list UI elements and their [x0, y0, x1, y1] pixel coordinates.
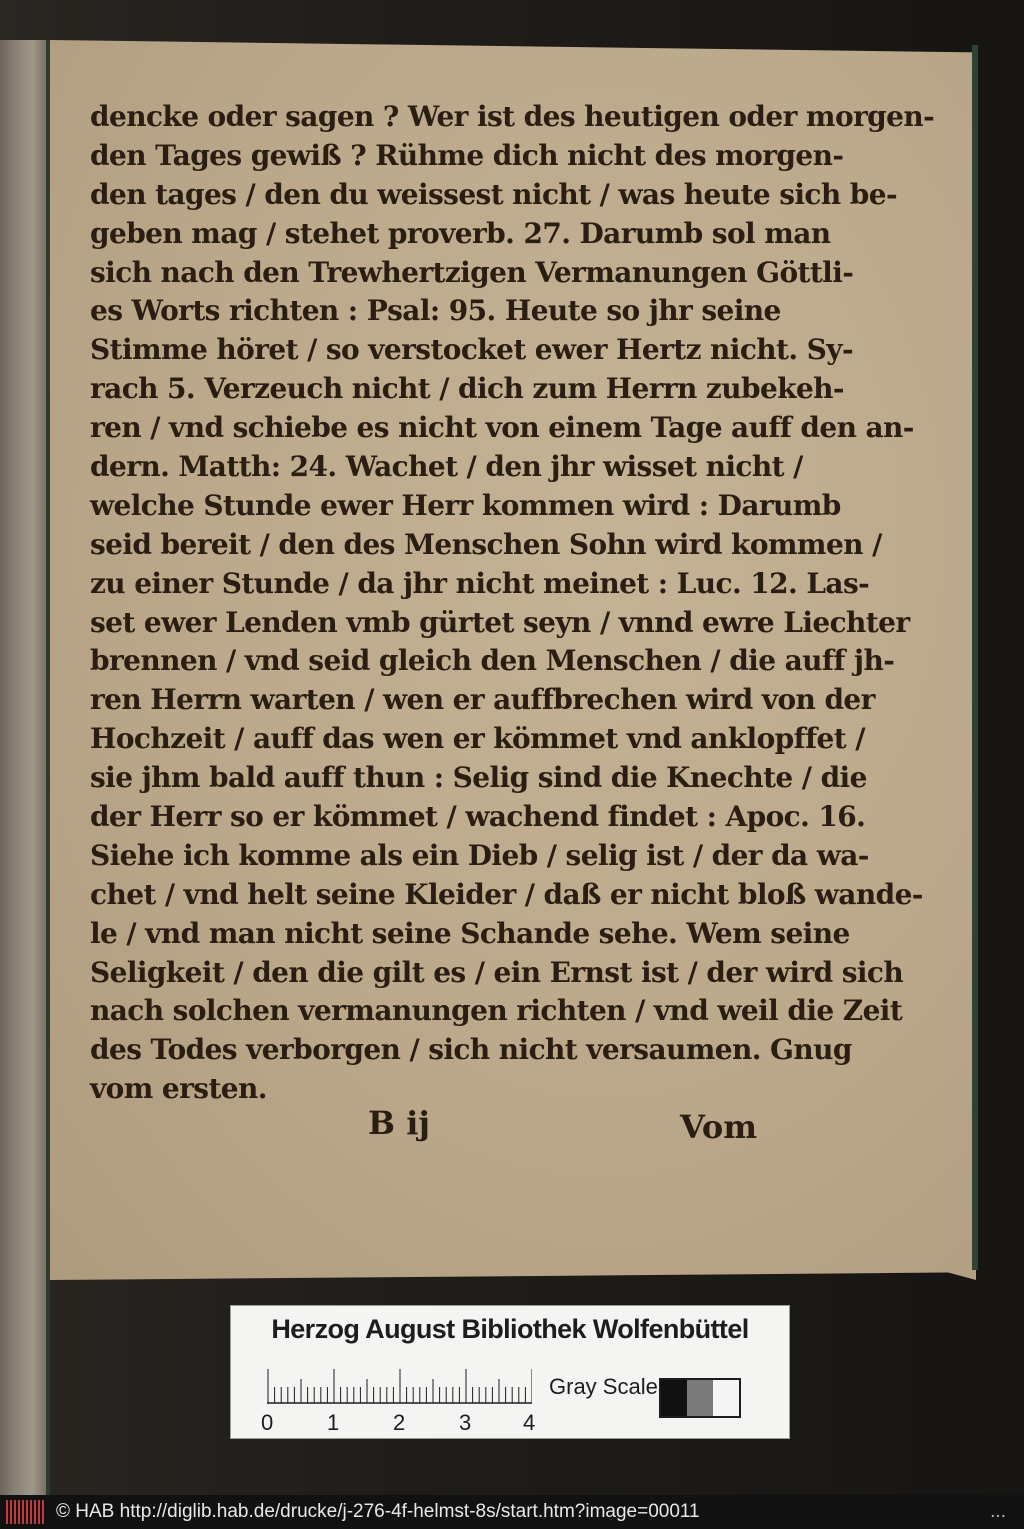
text-line: brennen / vnd seid gleich den Menschen / die auff jh- [90, 644, 895, 678]
text-line: sich nach den Trewhertzigen Vermanungen Göttli- [90, 255, 854, 289]
ruler-number: 2 [393, 1410, 406, 1435]
text-line: ren Herrn warten / wen er auffbrechen wird von der [90, 683, 875, 717]
catchword: Vom [680, 1108, 758, 1146]
footer-bar [0, 1495, 1024, 1529]
grayscale-bar [659, 1378, 741, 1418]
grayscale-patch [661, 1380, 687, 1416]
text-line: den Tages gewiß ? Rühme dich nicht des morgen- [90, 138, 844, 172]
text-line: le / vnd man nicht seine Schande sehe. Wem seine [90, 916, 850, 950]
ruler-scale [267, 1368, 532, 1404]
color-scale-card [230, 1305, 790, 1439]
text-line: vom ersten. [90, 1072, 267, 1106]
grayscale-label: Gray Scale [549, 1374, 658, 1399]
ruler-number: 3 [459, 1410, 472, 1435]
text-line: Hochzeit / auff das wen er kömmet vnd anklopffet / [90, 722, 865, 756]
text-line: zu einer Stunde / da jhr nicht meinet : Luc. 12. Las- [90, 566, 870, 600]
text-line: set ewer Lenden vmb gürtet seyn / vnnd ewre Liechter [90, 605, 910, 639]
text-line: der Herr so er kömmet / wachend findet : Apoc. 16. [90, 800, 866, 834]
page-edge [972, 45, 978, 1270]
text-line: des Todes verborgen / sich nicht versaumen. Gnug [90, 1033, 852, 1067]
previous-page-edge [0, 40, 48, 1495]
text-line: Seligkeit / den die gilt es / ein Ernst ist / der wird sich [90, 955, 904, 989]
text-line: dencke oder sagen ? Wer ist des heutigen oder morgen- [90, 100, 935, 133]
card-title: Herzog August Bibliothek Wolfenbüttel [271, 1314, 749, 1344]
copyright-link[interactable]: © HAB http://diglib.hab.de/drucke/j-276-4f-helmst-8s/start.htm?image=00011 [56, 1501, 700, 1522]
more-icon[interactable]: ... [990, 1501, 1006, 1522]
signature-mark: B ij [368, 1104, 430, 1142]
binding-strip [46, 40, 50, 1495]
text-line: nach solchen vermanungen richten / vnd weil die Zeit [90, 994, 903, 1028]
ruler-number: 1 [327, 1410, 340, 1435]
ruler-number: 4 [523, 1410, 536, 1435]
text-line: geben mag / stehet proverb. 27. Darumb sol man [90, 216, 831, 250]
text-line: Stimme höret / so verstocket ewer Hertz nicht. Sy- [90, 333, 853, 367]
text-line: sie jhm bald auff thun : Selig sind die Knechte / die [90, 761, 867, 795]
text-line: den tages / den du weissest nicht / was heute sich be- [90, 177, 897, 211]
text-line: es Worts richten : Psal: 95. Heute so jhr seine [90, 294, 781, 328]
grayscale-patch [713, 1380, 739, 1416]
page-text [90, 98, 935, 1109]
text-line: chet / vnd helt seine Kleider / daß er nicht bloß wande- [90, 877, 923, 911]
text-line: Siehe ich komme als ein Dieb / selig ist / der da wa- [90, 838, 869, 872]
text-line: welche Stunde ewer Herr kommen wird : Darumb [90, 488, 841, 522]
text-line: ren / vnd schiebe es nicht von einem Tage auff den an- [90, 411, 914, 445]
text-line: rach 5. Verzeuch nicht / dich zum Herrn zubekeh- [90, 372, 844, 406]
hab-logo-icon [6, 1500, 46, 1524]
grayscale-patch [687, 1380, 713, 1416]
text-line: seid bereit / den des Menschen Sohn wird kommen / [90, 527, 882, 561]
text-line: dern. Matth: 24. Wachet / den jhr wisset nicht / [90, 450, 803, 484]
ruler-number: 0 [261, 1410, 274, 1435]
